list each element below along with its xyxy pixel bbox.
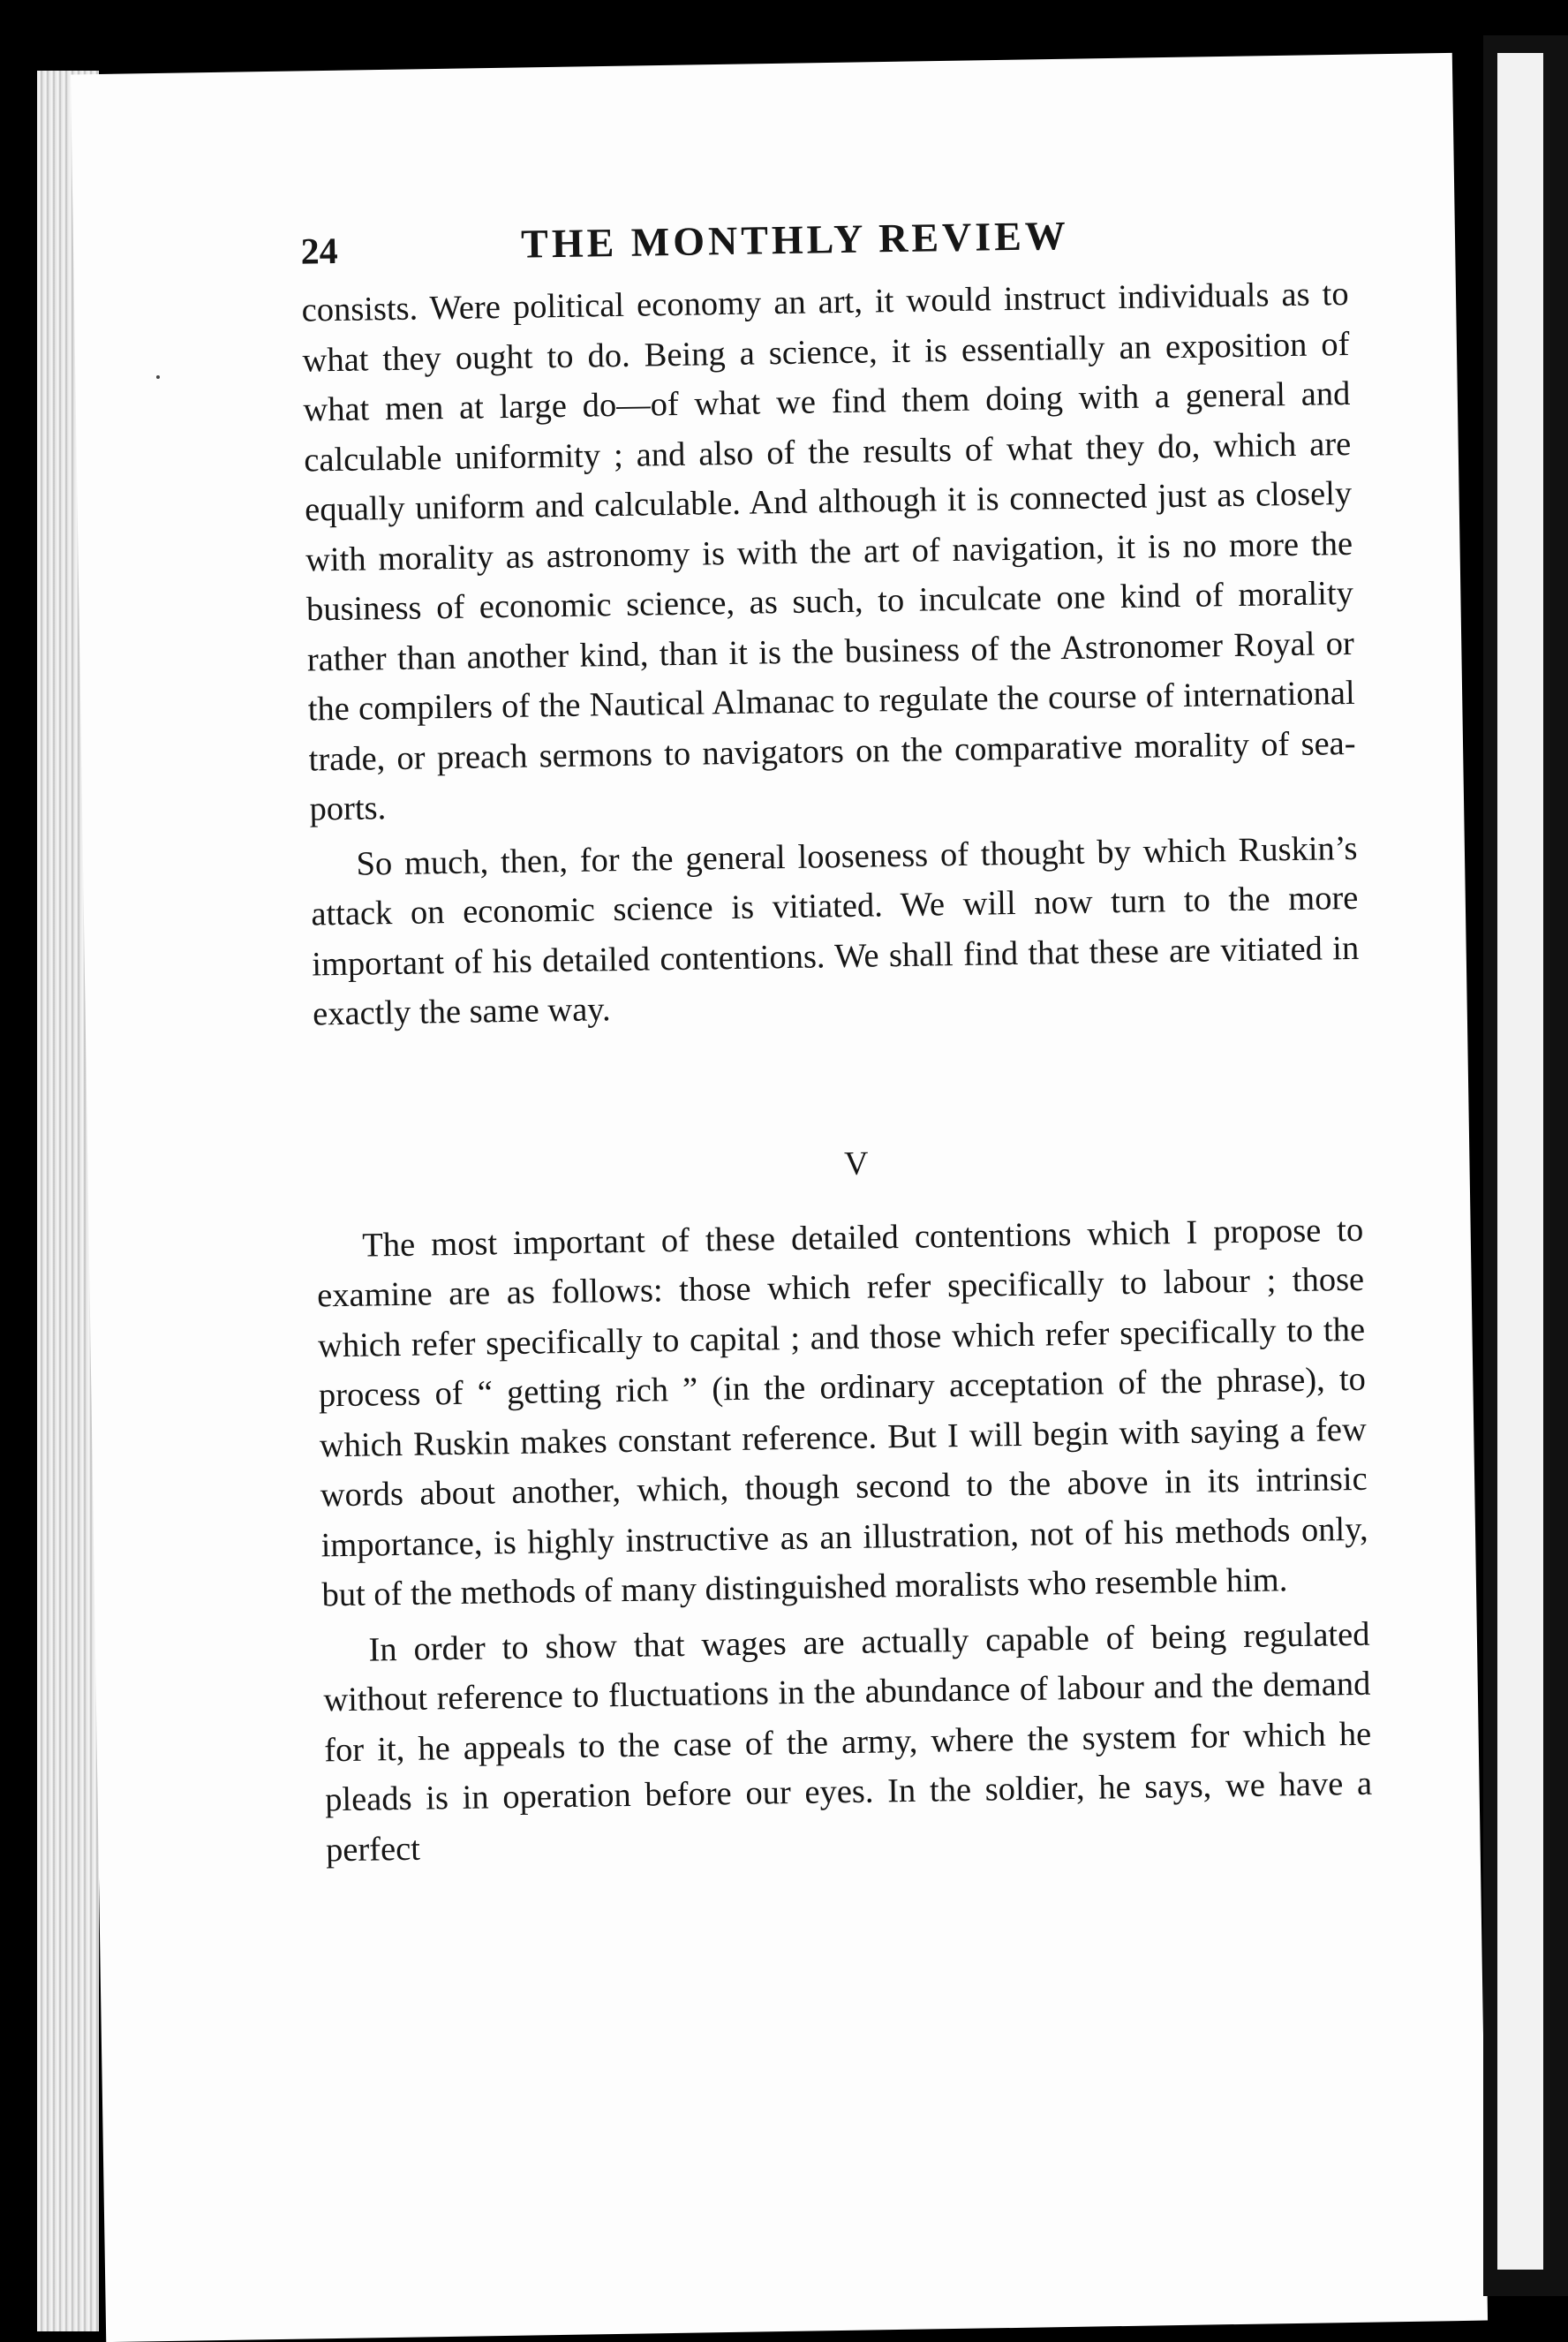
facing-page-sliver (1497, 53, 1543, 2270)
text-block (221, 199, 1394, 1877)
running-title: THE MONTHLY REVIEW (520, 212, 1070, 267)
dust-speck (156, 375, 160, 379)
facing-book-edge (1483, 35, 1568, 2296)
paragraph: In order to show that wages are actually capable of being regulated without reference to fluctuations in the abundance of labour and the demand for it, he appeals to the case of the army, where the system for which he pleads is in operation before our eyes. In the soldier, he says, we have a perfect (323, 1615, 1373, 1869)
paragraph: consists. Were political economy an art, it would instruct individuals as to what they ought to do. Being a science, it is essentially an exposition of what men at large do—of what we find them doing with a general and calculable uniformity ; and also of the results of what they do, which are equally uniform and calculable. And although it is connected just as closely with morality as astronomy is with the art of navigation, it is no more the business of economic science, as such, to inculcate one kind of morality rather than another kind, than it is the business of the Astronomer Royal or the compilers of the Nautical Almanac to regulate the course of international trade, or preach sermons to navigators on the comparative morality of sea-ports. (301, 275, 1356, 828)
paragraph: The most important of these detailed contentions which I propose to examine are as follows: those which refer specifically to labour ; those which refer specifically to capital ; and those which refer specifically to the process of “ getting rich ” (in the ordinary acceptation of the phrase), to which Ruskin makes constant reference. But I will begin with saying a few words about another, which, though second to the above in its intrinsic importance, is highly instructive as an illustration, not of his methods only, but of the methods of many distinguished moralists who resemble him. (316, 1211, 1368, 1614)
section-heading: V (843, 1145, 869, 1182)
page-number: 24 (300, 230, 339, 273)
body-text (222, 269, 1394, 1877)
paragraph: So much, then, for the general looseness of thought by which Ruskin’s attack on economic science is vitiated. We will now turn to the more important of his detailed contentions. We shall find that these are vitiated in exactly the same way. (311, 829, 1360, 1033)
